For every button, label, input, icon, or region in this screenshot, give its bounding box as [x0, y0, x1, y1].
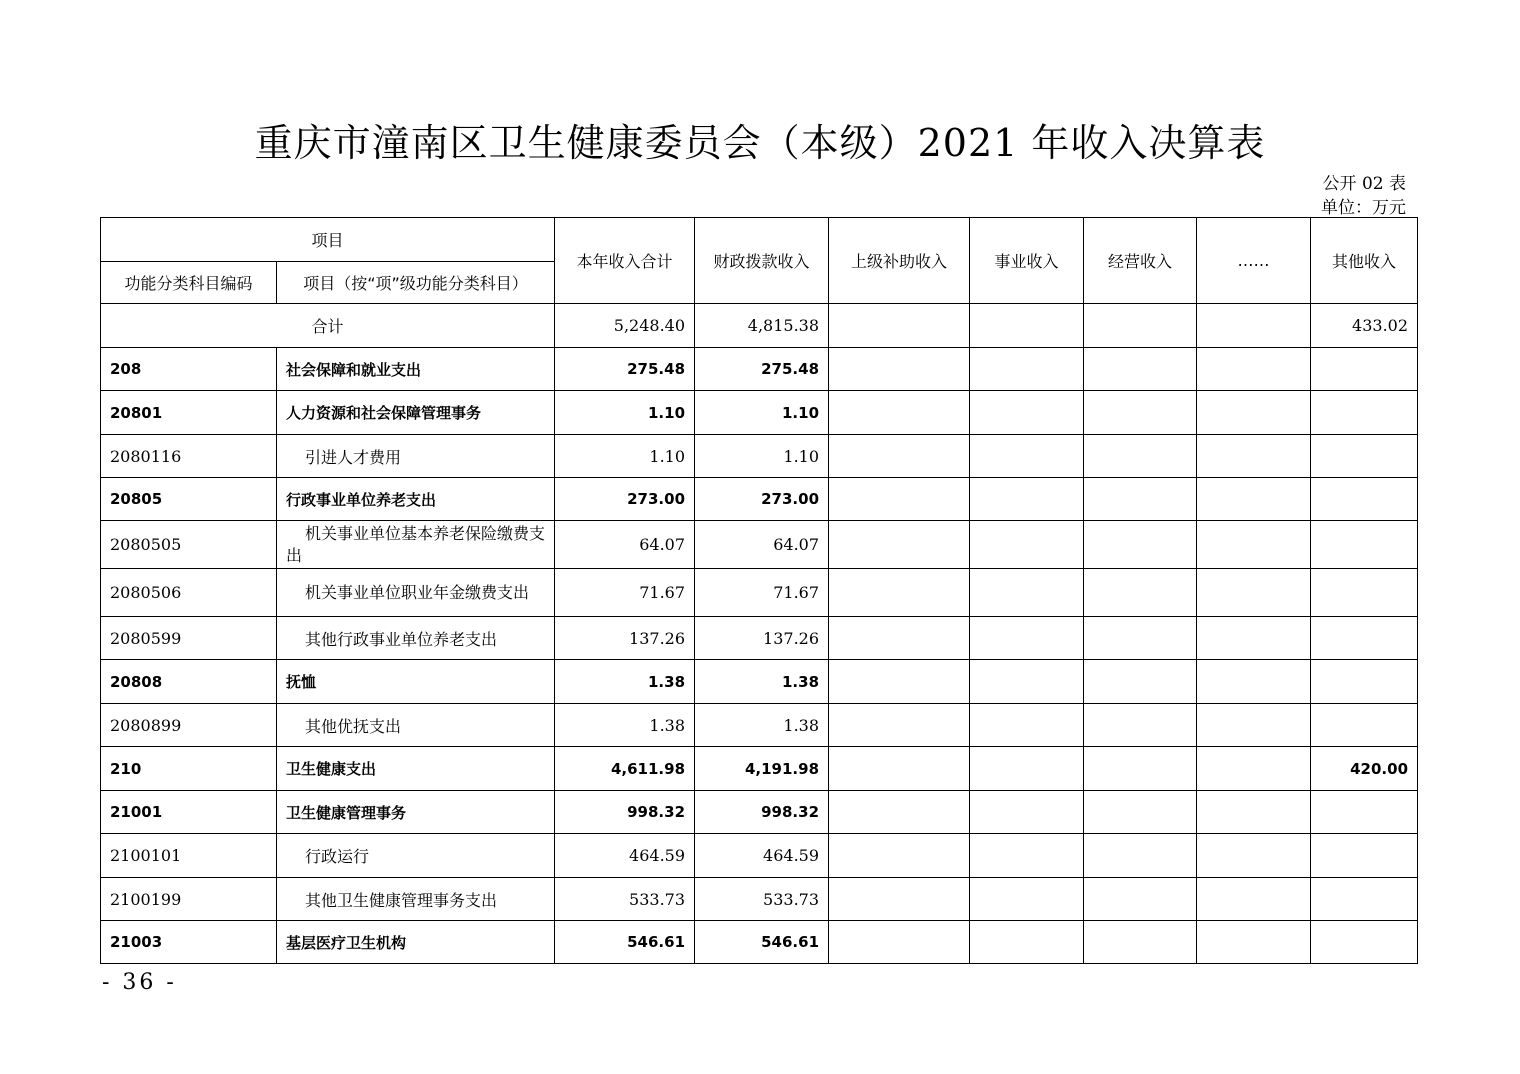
header-item-group: 项目: [101, 218, 555, 262]
row-business: [970, 921, 1084, 964]
row-superior: [829, 569, 970, 617]
row-name: 其他卫生健康管理事务支出: [277, 878, 555, 921]
unit-label: 单位：万元: [1321, 198, 1406, 218]
row-other: [1311, 348, 1418, 391]
row-other: [1311, 921, 1418, 964]
row-fiscal: 64.07: [695, 521, 829, 569]
total-superior: [829, 304, 970, 348]
table-row: [101, 834, 1418, 878]
table-row: [101, 791, 1418, 834]
row-business: [970, 791, 1084, 834]
row-name: 其他优抚支出: [277, 704, 555, 747]
row-fiscal: 1.38: [695, 660, 829, 704]
header-name: 项目（按“项”级功能分类科目）: [277, 262, 555, 304]
total-operating: [1084, 304, 1197, 348]
row-other: [1311, 617, 1418, 660]
row-ellipsis: [1197, 791, 1311, 834]
row-superior: [829, 435, 970, 478]
row-superior: [829, 521, 970, 569]
row-ellipsis: [1197, 391, 1311, 435]
row-name: 社会保障和就业支出: [277, 348, 555, 391]
row-fiscal: 546.61: [695, 921, 829, 964]
row-code: 2080599: [101, 617, 277, 660]
row-name: 其他行政事业单位养老支出: [277, 617, 555, 660]
row-fiscal: 998.32: [695, 791, 829, 834]
row-other: [1311, 660, 1418, 704]
total-total: 5,248.40: [555, 304, 695, 348]
row-ellipsis: [1197, 348, 1311, 391]
header-fiscal: 财政拨款收入: [695, 218, 829, 304]
header-superior: 上级补助收入: [829, 218, 970, 304]
row-total: 533.73: [555, 878, 695, 921]
row-business: [970, 878, 1084, 921]
row-operating: [1084, 791, 1197, 834]
row-business: [970, 660, 1084, 704]
row-other: [1311, 435, 1418, 478]
table-row: [101, 521, 1418, 569]
row-name: 基层医疗卫生机构: [277, 921, 555, 964]
row-fiscal: 533.73: [695, 878, 829, 921]
row-superior: [829, 747, 970, 791]
row-code: 20801: [101, 391, 277, 435]
row-operating: [1084, 348, 1197, 391]
row-name: 卫生健康支出: [277, 747, 555, 791]
row-code: 21001: [101, 791, 277, 834]
row-name: 行政事业单位养老支出: [277, 478, 555, 521]
row-fiscal: 1.10: [695, 435, 829, 478]
row-operating: [1084, 834, 1197, 878]
row-superior: [829, 704, 970, 747]
row-operating: [1084, 878, 1197, 921]
row-other: [1311, 791, 1418, 834]
table-row: [101, 878, 1418, 921]
row-other: 420.00: [1311, 747, 1418, 791]
table-row: [101, 391, 1418, 435]
row-superior: [829, 791, 970, 834]
row-total: 273.00: [555, 478, 695, 521]
row-code: 2080506: [101, 569, 277, 617]
row-ellipsis: [1197, 660, 1311, 704]
row-code: 20808: [101, 660, 277, 704]
row-code: 2100199: [101, 878, 277, 921]
total-other: 433.02: [1311, 304, 1418, 348]
row-total: 546.61: [555, 921, 695, 964]
row-fiscal: 137.26: [695, 617, 829, 660]
page-title: 重庆市潼南区卫生健康委员会（本级）2021 年收入决算表: [254, 121, 1266, 165]
row-name: 机关事业单位基本养老保险缴费支出: [277, 521, 555, 569]
total-fiscal: 4,815.38: [695, 304, 829, 348]
row-superior: [829, 921, 970, 964]
row-total: 998.32: [555, 791, 695, 834]
row-operating: [1084, 617, 1197, 660]
row-business: [970, 348, 1084, 391]
row-superior: [829, 348, 970, 391]
income-table: [100, 217, 1418, 964]
row-superior: [829, 878, 970, 921]
row-name: 卫生健康管理事务: [277, 791, 555, 834]
row-business: [970, 435, 1084, 478]
table-row: [101, 921, 1418, 964]
row-operating: [1084, 747, 1197, 791]
row-operating: [1084, 391, 1197, 435]
row-business: [970, 617, 1084, 660]
row-fiscal: 275.48: [695, 348, 829, 391]
row-fiscal: 71.67: [695, 569, 829, 617]
row-operating: [1084, 569, 1197, 617]
row-name: 引进人才费用: [277, 435, 555, 478]
row-operating: [1084, 660, 1197, 704]
row-ellipsis: [1197, 704, 1311, 747]
row-total: 71.67: [555, 569, 695, 617]
row-operating: [1084, 435, 1197, 478]
row-code: 2080116: [101, 435, 277, 478]
table-row: [101, 660, 1418, 704]
header-total: 本年收入合计: [555, 218, 695, 304]
table-row: [101, 348, 1418, 391]
row-superior: [829, 617, 970, 660]
row-business: [970, 478, 1084, 521]
row-other: [1311, 569, 1418, 617]
row-total: 1.38: [555, 704, 695, 747]
table-row: [101, 569, 1418, 617]
row-code: 2080899: [101, 704, 277, 747]
row-name: 人力资源和社会保障管理事务: [277, 391, 555, 435]
row-business: [970, 521, 1084, 569]
row-fiscal: 273.00: [695, 478, 829, 521]
row-ellipsis: [1197, 747, 1311, 791]
row-ellipsis: [1197, 435, 1311, 478]
row-total: 464.59: [555, 834, 695, 878]
row-total: 1.38: [555, 660, 695, 704]
row-superior: [829, 478, 970, 521]
row-name: 行政运行: [277, 834, 555, 878]
row-fiscal: 1.38: [695, 704, 829, 747]
row-other: [1311, 878, 1418, 921]
row-operating: [1084, 521, 1197, 569]
row-name: 机关事业单位职业年金缴费支出: [277, 569, 555, 617]
row-ellipsis: [1197, 521, 1311, 569]
row-total: 137.26: [555, 617, 695, 660]
row-ellipsis: [1197, 617, 1311, 660]
table-code: 公开 02 表: [1322, 174, 1406, 194]
header-business: 事业收入: [970, 218, 1084, 304]
row-total: 1.10: [555, 391, 695, 435]
row-business: [970, 569, 1084, 617]
row-ellipsis: [1197, 878, 1311, 921]
total-label: 合计: [101, 304, 555, 348]
row-code: 21003: [101, 921, 277, 964]
row-business: [970, 747, 1084, 791]
row-total: 4,611.98: [555, 747, 695, 791]
row-code: 2080505: [101, 521, 277, 569]
row-total: 64.07: [555, 521, 695, 569]
row-fiscal: 464.59: [695, 834, 829, 878]
row-other: [1311, 478, 1418, 521]
page-number: - 36 -: [102, 970, 177, 995]
row-total: 275.48: [555, 348, 695, 391]
row-other: [1311, 521, 1418, 569]
total-ellipsis: [1197, 304, 1311, 348]
total-row: [101, 304, 1418, 348]
row-other: [1311, 391, 1418, 435]
row-ellipsis: [1197, 569, 1311, 617]
header-code: 功能分类科目编码: [101, 262, 277, 304]
row-code: 2100101: [101, 834, 277, 878]
row-ellipsis: [1197, 834, 1311, 878]
row-total: 1.10: [555, 435, 695, 478]
row-superior: [829, 391, 970, 435]
row-ellipsis: [1197, 921, 1311, 964]
row-operating: [1084, 921, 1197, 964]
row-superior: [829, 834, 970, 878]
header-other: 其他收入: [1311, 218, 1418, 304]
row-ellipsis: [1197, 478, 1311, 521]
row-business: [970, 834, 1084, 878]
row-code: 20805: [101, 478, 277, 521]
total-business: [970, 304, 1084, 348]
row-fiscal: 1.10: [695, 391, 829, 435]
row-code: 208: [101, 348, 277, 391]
row-business: [970, 391, 1084, 435]
row-operating: [1084, 478, 1197, 521]
table-row: [101, 478, 1418, 521]
row-other: [1311, 704, 1418, 747]
row-business: [970, 704, 1084, 747]
table-row: [101, 617, 1418, 660]
row-operating: [1084, 704, 1197, 747]
row-superior: [829, 660, 970, 704]
table-row: [101, 704, 1418, 747]
table-row: [101, 435, 1418, 478]
header-operating: 经营收入: [1084, 218, 1197, 304]
row-fiscal: 4,191.98: [695, 747, 829, 791]
row-name: 抚恤: [277, 660, 555, 704]
row-other: [1311, 834, 1418, 878]
table-row: [101, 747, 1418, 791]
row-code: 210: [101, 747, 277, 791]
header-ellipsis: ……: [1197, 218, 1311, 304]
